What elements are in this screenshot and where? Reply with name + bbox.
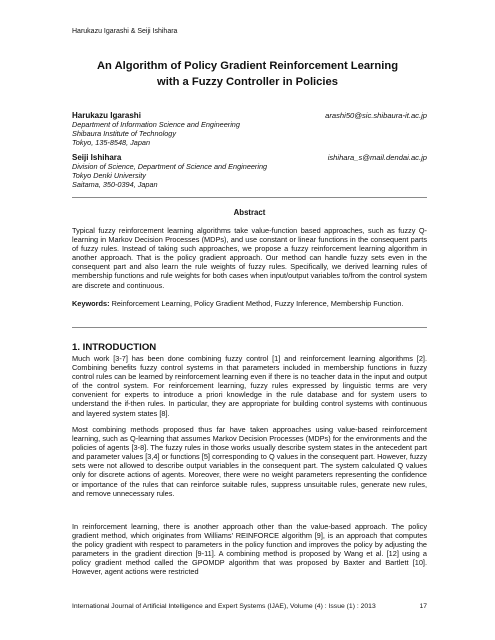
author-affiliation-line: Tokyo, 135-8548, Japan [72, 138, 151, 147]
footer-journal: International Journal of Artificial Intelligence and Expert Systems (IJAE), Volume (4) : Issue (1) : 2013 [72, 603, 376, 610]
author-name: Seiji Ishihara [72, 153, 122, 162]
intro-paragraph-3: In reinforcement learning, there is another approach other than the value-based approach. The policy gradient method, which originates from Williams' REINFORCE algorithm [9], is an approach that computes the policy gradient with respect to parameters in the policy function and improves the policy by adjusting the parameters in the gradient direction [9-11]. A combining method is proposed by Wang et al. [12] using a policy gradient method called the GPOMDP algorithm that was proposed by Baxter and Bartlett [10]. However, agent actions were restricted [72, 522, 427, 577]
author-affiliation-line: Tokyo Denki University [72, 171, 146, 180]
abstract-text: Typical fuzzy reinforcement learning algorithms take value-function based approaches, such as fuzzy Q-learning in Markov Decision Processes (MDPs), and use constant or linear functions in the consequent parts of fuzzy rules. Instead of taking such approaches, we propose a fuzzy reinforcement learning algorithm in another approach. That is the policy gradient approach. Our method can handle fuzzy sets even in the consequent part and also learn the rule weights of fuzzy rules. Specifically, we derived learning rules of membership functions and rule weights for both cases when input/output variables to/from the control system are discrete and continuous. [72, 226, 427, 290]
abstract-heading: Abstract [233, 208, 266, 217]
page-footer [72, 603, 427, 610]
keywords-text: Reinforcement Learning, Policy Gradient Method, Fuzzy Inference, Membership Function. [111, 299, 404, 308]
author-affiliation-line: Saitama, 350-0394, Japan [72, 180, 158, 189]
divider-top [72, 197, 427, 198]
paper-title [60, 58, 435, 90]
author-email: ishihara_s@mail.dendai.ac.jp [327, 153, 427, 162]
author-affiliation-line: Department of Information Science and Engineering [72, 120, 240, 129]
title-line-2: with a Fuzzy Controller in Policies [157, 76, 338, 88]
running-head: Harukazu Igarashi & Seiji Ishihara [72, 28, 178, 35]
intro-paragraph-2: Most combining methods proposed thus far have taken approaches using value-based reinforcement learning, such as Q-learning that assumes Markov Decision Processes (MDPs) for the environments and the policies of agents [3-8]. The fuzzy rules in those works usually describe system states in the antecedent part and parameter values [3,4] or functions [5] corresponding to Q values in the consequent part. However, fuzzy sets were not allowed to describe output variables in the consequent part. The system calculated Q values only for discrete actions of agents. Moreover, there were no weight parameters representing the confidence or importance of the rules that can reinforce suitable rules, suppress unsuitable rules, generate new rules, and remove unnecessary rules. [72, 425, 427, 498]
title-line-1: An Algorithm of Policy Gradient Reinforcement Learning [96, 60, 399, 72]
author-email: arashi50@sic.shibaura-it.ac.jp [325, 111, 427, 120]
keywords-label: Keywords: [72, 299, 110, 308]
intro-paragraph-1: Much work [3-7] has been done combining fuzzy control [1] and reinforcement learning algorithms [2]. Combining benefits fuzzy control systems in that parameters included in membership functions in fuzzy control rules can be learned by reinforcement learning even if there is no teacher data in the input and output of the control system. For reinforcement learning, fuzzy rules expressed by linguistic terms are very convenient for experts to introduce a priori knowledge in the rule database and for system users to understand the if-then rules. In particular, they are appropriate for building control systems with continuous and layered system states [8]. [72, 354, 427, 418]
author-affiliation-line: Division of Science, Department of Science and Engineering [72, 162, 268, 171]
author-name: Harukazu Igarashi [72, 111, 141, 120]
author-block-1 [72, 111, 427, 147]
author-affiliation-line: Shibaura Institute of Technology [72, 129, 176, 138]
keywords [72, 299, 427, 308]
page-number: 17 [419, 603, 427, 610]
divider-bottom [72, 327, 427, 328]
author-block-2 [72, 153, 427, 189]
section-heading: 1. INTRODUCTION [72, 342, 157, 353]
